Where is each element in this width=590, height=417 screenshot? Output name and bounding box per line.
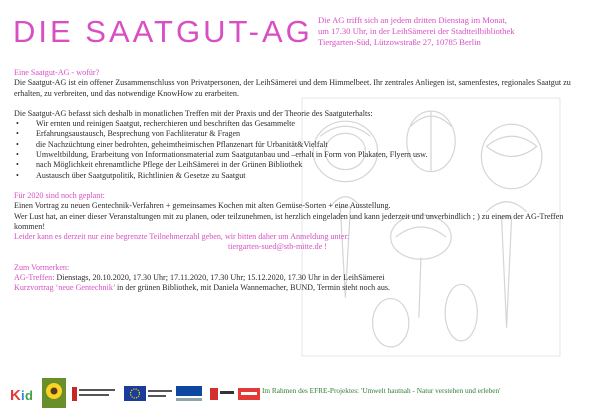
- svg-text:i: i: [21, 388, 25, 403]
- list-item: • nach Möglichkeit ehrenamtliche Pflege der LeihSämerei in der Grünen Bibliothek: [14, 160, 584, 170]
- plans-invitation: Wer Lust hat, an einer dieser Veranstaltungen mit zu planen, oder teilzunehmen, ist herzlich eingeladen und kann jederzeit und unverbindlich ; ) zu einem der AG-Treffen kommen!: [14, 211, 564, 231]
- meetings-dates: Dienstags, 20.10.2020, 17.30 Uhr; 17.11.2020, 17.30 Uhr; 15.12.2020, 17.30 Uhr in der LeihSämerei: [54, 273, 385, 283]
- svg-text:K: K: [10, 387, 21, 404]
- main-content: [14, 68, 584, 294]
- talk-line: [14, 283, 584, 293]
- eu-text-logo: [148, 388, 172, 400]
- sunflower-logo: [42, 378, 66, 408]
- plans-text: Einen Vortrag zu neuen Gentechnik-Verfahren + gemeinsames Kochen mit alten Gemüse-Sorten + eine Ausstellung.: [14, 201, 391, 211]
- meeting-info: [318, 15, 588, 48]
- footer-project-text: Im Rahmen des EFRE-Projektes: 'Umwelt hautnah - Natur verstehen und erleben': [262, 386, 501, 395]
- activities-list: [14, 119, 584, 181]
- meetings-line: [14, 273, 584, 283]
- meeting-info-line: Tiergarten-Süd, Lützowstraße 27, 10785 Berlin: [318, 37, 481, 47]
- list-item: • die Nachzüchtung einer bedrohten, geheimtheimischen Pflanzenart für Urbanität&Vielfalt: [14, 140, 584, 150]
- page-title: DIE SAATGUT-AG: [13, 14, 313, 49]
- meetings-label: AG-Treffen:: [14, 273, 55, 283]
- registration-notice: Leider kann es derzeit nur eine begrenzte Teilnehmerzahl geben, wir bitten daher um Anmeldung unter:: [14, 232, 350, 242]
- about-text: Die Saatgut-AG ist ein offener Zusammenschluss von Privatpersonen, der LeihSämerei und dem Himmelbeet. Ihr zentrales Anliegen ist, samenfestes, regionales Saatgut zu erhalten, zu verbreiten, und das notwendige KnowHow zu erarbeiten.: [14, 78, 571, 98]
- kids-logo: [8, 380, 38, 408]
- footer: [0, 372, 590, 417]
- dates-heading: Zum Vormerken:: [14, 262, 70, 272]
- registration-email-link[interactable]: tiergarten-sued@stb-mitte.de !: [228, 242, 328, 252]
- list-item: • Austausch über Saatgutpolitik, Richtlinien & Gesetze zu Saatgut: [14, 171, 584, 181]
- meeting-info-line: um 17.30 Uhr, in der LeihSämerei der Stadtteilbibliothek: [318, 26, 515, 36]
- berlin-logo: [210, 386, 234, 402]
- about-heading: Eine Saatgut-AG - wofür?: [14, 68, 100, 77]
- talk-label: Kurzvortrag ‘neue Gentechnik’: [14, 283, 115, 293]
- meeting-info-line: Die AG trifft sich an jedem dritten Dienstag im Monat,: [318, 15, 507, 25]
- stadtbibliothek-logo: [72, 384, 116, 404]
- plans-heading: Für 2020 sind noch geplant:: [14, 190, 105, 200]
- talk-details: in der grünen Bibliothek, mit Daniela Wannemacher, BUND, Termin steht noch aus.: [114, 283, 391, 293]
- mitte-logo: [238, 384, 260, 404]
- list-item: • Erfahrungsaustausch, Besprechung von Fachliteratur & Fragen: [14, 129, 584, 139]
- bist-logo: [176, 384, 204, 404]
- list-item: • Wir ernten und reinigen Saatgut, recherchieren und beschriften das Gesammelte: [14, 119, 584, 129]
- activities-intro: Die Saatgut-AG befasst sich deshalb in monatlichen Treffen mit der Praxis und der Theorie des Saatguterhalts:: [14, 108, 373, 118]
- svg-text:d: d: [25, 388, 33, 403]
- eu-flag-logo: [124, 386, 146, 401]
- list-item: • Umweltbildung, Erarbeitung von Informationsmaterial zum Saatgutanbau und –erhalt in Form von Plakaten, Flyern usw.: [14, 150, 584, 160]
